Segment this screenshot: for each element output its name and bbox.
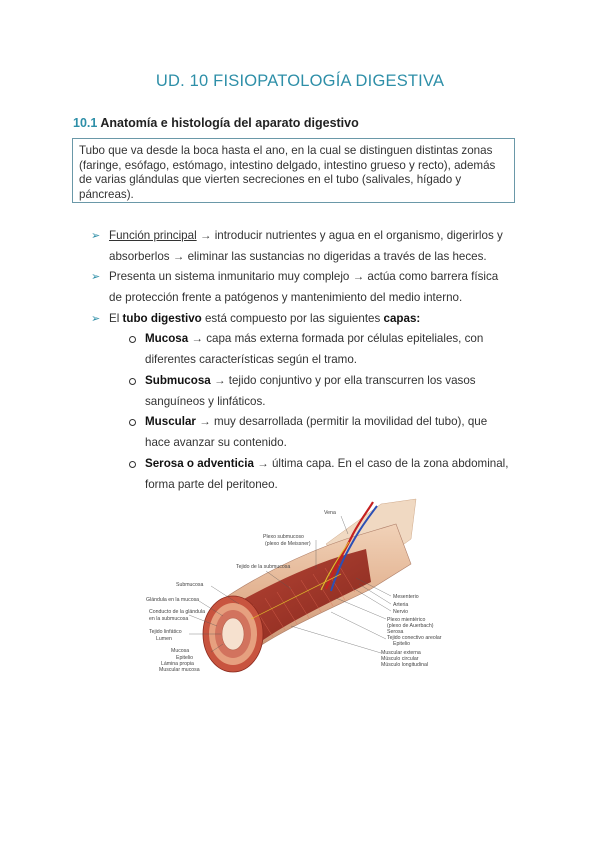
- bullet-arrow-icon: ➢: [91, 313, 101, 325]
- label-epitelio: Epitelio: [176, 655, 194, 661]
- label-lumen: Lumen: [156, 636, 172, 642]
- layer-serosa-line-1: [145, 457, 508, 470]
- layer-mucosa-name: Mucosa: [145, 332, 189, 345]
- sub-bullet-circle-icon: [129, 378, 136, 385]
- layer-muscular-line-1: [145, 415, 487, 428]
- digestive-tube-illustration: [141, 494, 461, 684]
- layer-submucosa-line-2: sanguíneos y linfáticos.: [145, 395, 266, 408]
- layer-muscular-text: → muy desarrollada (permitir la movilidad del tubo), que: [195, 415, 488, 428]
- label-tejido-submucosa: Tejido de la submucosa: [236, 564, 291, 570]
- layer-muscular-name: Muscular: [145, 415, 196, 428]
- label-lamina-propia: Lámina propia: [161, 661, 194, 667]
- label-plexo-submucoso: Plexo submucoso: [263, 534, 304, 540]
- bullet-1-line-1: [109, 229, 503, 242]
- label-muscular-externa: Muscular externa: [381, 650, 421, 656]
- layer-serosa-text: → última capa. En el caso de la zona abdominal,: [253, 457, 509, 470]
- label-glandula: Glándula en la mucosa: [146, 597, 200, 603]
- label-vena: Vena: [324, 510, 336, 516]
- bullet-3-bold-2: capas:: [383, 312, 421, 325]
- intro-box: Tubo que va desde la boca hasta el ano, en la cual se distinguen distintas zonas (faringe, esófago, estómago, intestino delgado, intestino grueso y recto), además de varias glándulas que vierten secreciones en el tubo (salivales, hígado y páncreas).: [72, 138, 515, 203]
- label-plexo-auerbach: (plexo de Auerbach): [387, 623, 434, 629]
- label-submucosa: Submucosa: [176, 582, 204, 588]
- bullet-2-line-1: Presenta un sistema inmunitario muy complejo → actúa como barrera física: [109, 270, 499, 283]
- section-number: 10.1: [73, 116, 98, 130]
- layer-mucosa-text: → capa más externa formada por células epiteliales, con: [188, 332, 484, 345]
- bullet-1-line-2: absorberlos → eliminar las sustancias no digeridas a través de las heces.: [109, 250, 487, 263]
- label-plexo-meissner: (plexo de Meissner): [265, 541, 311, 547]
- label-epitelio-serosa: Epitelio: [393, 641, 411, 647]
- lumen-shape: [222, 618, 244, 650]
- label-tejido-conectivo: Tejido conectivo areolar: [387, 635, 442, 641]
- sub-bullet-circle-icon: [129, 419, 136, 426]
- bullet-3-bold-1: tubo digestivo: [122, 312, 202, 325]
- bullet-1-term: Función principal: [109, 229, 197, 242]
- layer-muscular-line-2: hace avanzar su contenido.: [145, 436, 287, 449]
- label-musculo-circular: Músculo circular: [381, 656, 419, 662]
- label-muscular-mucosa: Muscular mucosa: [159, 667, 200, 673]
- section-heading: [73, 116, 359, 130]
- label-mesenterio: Mesenterio: [393, 594, 419, 600]
- label-serosa: Serosa: [387, 629, 404, 635]
- label-conducto-2: en la submucosa: [149, 616, 189, 622]
- label-musculo-longitudinal: Músculo longitudinal: [381, 662, 429, 668]
- section-title: Anatomía e histología del aparato digestivo: [100, 116, 359, 130]
- label-nervio: Nervio: [393, 609, 408, 615]
- bullet-arrow-icon: ➢: [91, 271, 101, 283]
- bullet-3-line: [109, 312, 420, 325]
- bullet-arrow-icon: ➢: [91, 230, 101, 242]
- sub-bullet-circle-icon: [129, 336, 136, 343]
- label-arteria: Arteria: [393, 602, 409, 608]
- layer-mucosa-line-2: diferentes características según el tramo.: [145, 353, 358, 366]
- layer-serosa-line-2: forma parte del peritoneo.: [145, 478, 278, 491]
- bullet-3-pre: El: [109, 312, 123, 325]
- layer-submucosa-text: → tejido conjuntivo y por ella transcurren los vasos: [210, 374, 476, 387]
- layer-mucosa-line-1: [145, 332, 483, 345]
- label-mucosa: Mucosa: [171, 648, 190, 654]
- layer-serosa-name: Serosa o adventicia: [145, 457, 254, 470]
- bullet-3-mid: está compuesto por las siguientes: [201, 312, 384, 325]
- layer-submucosa-line-1: [145, 374, 476, 387]
- bullet-2-line-2: de protección frente a patógenos y mantenimiento del medio interno.: [109, 291, 463, 304]
- label-conducto-1: Conducto de la glándula: [149, 609, 205, 615]
- sub-bullet-circle-icon: [129, 461, 136, 468]
- page-title: UD. 10 FISIOPATOLOGÍA DIGESTIVA: [155, 72, 445, 90]
- bullet-1-text: → introducir nutrientes y agua en el organismo, digerirlos y: [196, 229, 503, 242]
- label-tejido-linfatico: Tejido linfático: [149, 629, 182, 635]
- label-plexo-mienterico: Plexo mientérico: [387, 617, 426, 623]
- layer-submucosa-name: Submucosa: [145, 374, 211, 387]
